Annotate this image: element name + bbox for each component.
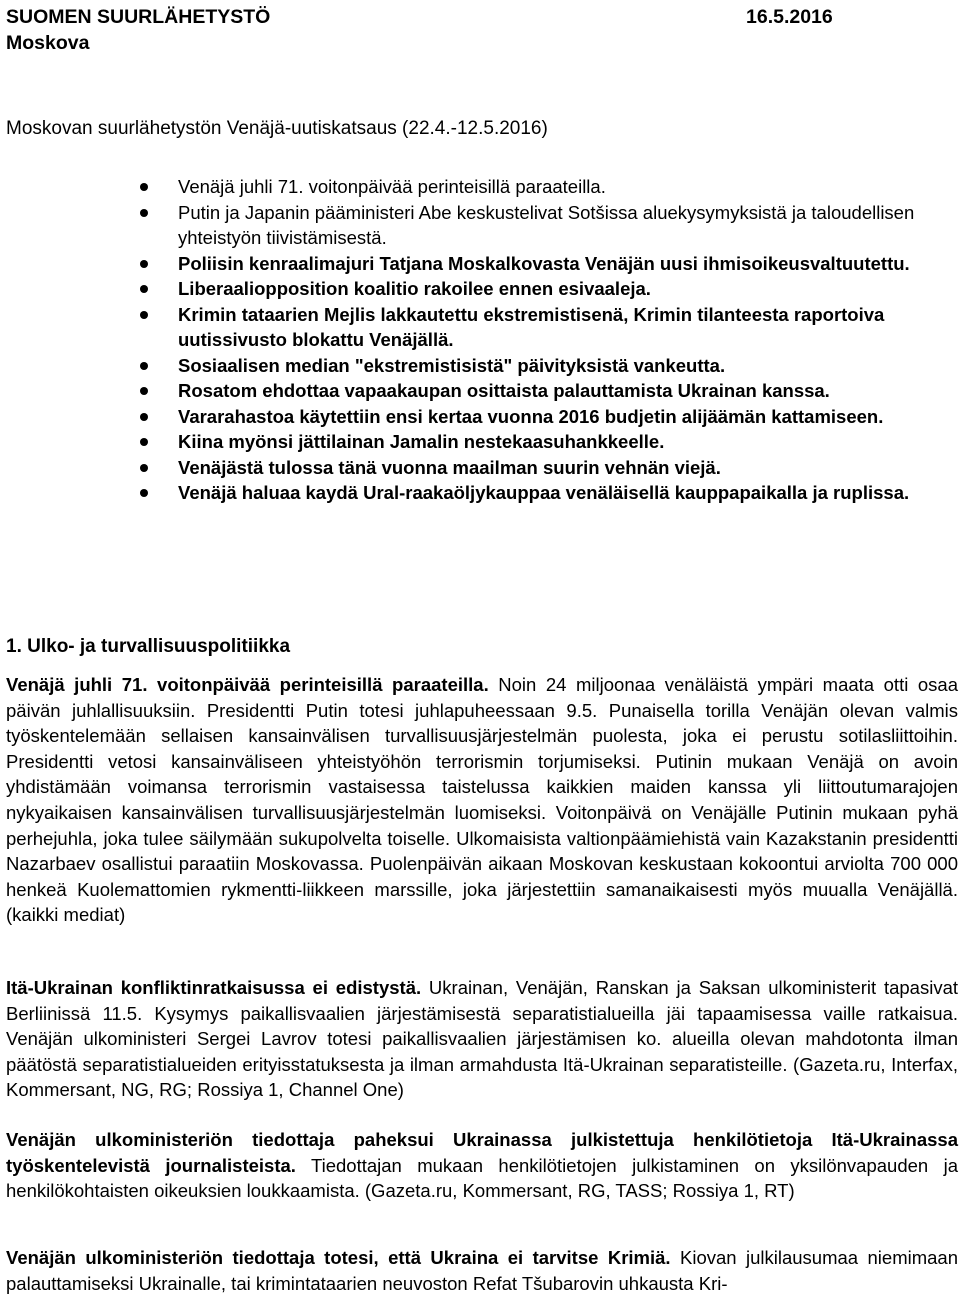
bullet-icon xyxy=(140,438,148,446)
paragraph-body: Noin 24 miljoonaa venäläistä ympäri maata otti osaa päivän juhlallisuuksiin. Presidentti Putin totesi juhlapuheessaan 9.5. Punaisella torilla Venäjän olevan valmis työskentelemään sellaisen kansainvälisen turvallisuusjärjestelmän puolesta, joka ei perustu sotilasliittoihin. Presidentti vetosi kansainväliseen yhteistyöhön terrorismin torjumiseksi. Putinin mukaan Venäjä on avoin yhdistämään voimansa terrorismin vastaisessa taistelussa kaikkien maiden kanssa yli liittoutumarajojen nykyaikaisen kansainvälisen turvallisuusjärjestelmän luomiseksi. Voitonpäivä on Venäjälle Putinin mukaan pyhä perhejuhla, joka tulee säilymään sukupolvelta toiselle. Ulkomaisista valtionpäämiehistä vain Kazakstanin presidentti Nazarbaev osallistui paraatiin Moskovassa. Puolenpäivän aikaan Moskovan keskustaan kokoontui arviolta 700 000 henkeä Kuolemattomien rykmentti-liikkeen marssille, joka järjestettiin samanaikaisesti myös muualla Venäjällä. (kaikki mediat) xyxy=(6,674,958,926)
bullet-icon xyxy=(140,489,148,497)
bullet-text: Liberaaliopposition koalitio rakoilee ennen esivaaleja. xyxy=(178,278,651,299)
paragraph-lead: Venäjän ulkoministeriön tiedottaja paheksui Ukrainassa julkistettuja henkilötietoja Itä-Ukrainassa työskentelevistä journalisteista. xyxy=(6,1129,958,1176)
list-item xyxy=(6,378,946,404)
document-title: Moskovan suurlähetystön Venäjä-uutiskatsaus (22.4.-12.5.2016) xyxy=(6,118,548,139)
list-item xyxy=(6,455,946,481)
list-item xyxy=(6,302,946,353)
bullet-text: Poliisin kenraalimajuri Tatjana Moskalkovasta Venäjän uusi ihmisoikeusvaltuutettu. xyxy=(178,252,910,274)
paragraph-journalists xyxy=(6,1127,958,1204)
bullet-icon xyxy=(140,362,148,370)
bullet-icon xyxy=(140,260,148,268)
list-item xyxy=(6,276,946,302)
list-item xyxy=(6,353,946,379)
paragraph-victory-day xyxy=(6,672,958,928)
paragraph-lead: Venäjä juhli 71. voitonpäivää perinteisillä paraateilla. xyxy=(6,674,489,695)
bullet-text: Krimin tataarien Mejlis lakkautettu ekstremistisenä, Krimin tilanteesta raportoiva uutissivusto blokattu Venäjällä. xyxy=(178,303,885,350)
list-item xyxy=(6,251,946,277)
bullet-icon xyxy=(140,209,148,217)
list-item xyxy=(6,174,946,200)
bullet-text: Sosiaalisen median "ekstremistisistä" päivityksistä vankeutta. xyxy=(178,354,726,376)
embassy-city: Moskova xyxy=(6,32,90,54)
embassy-name: SUOMEN SUURLÄHETYSTÖ xyxy=(6,6,271,28)
list-item xyxy=(6,429,946,455)
list-item xyxy=(6,200,946,251)
bullet-icon xyxy=(140,387,148,395)
bullet-text: Rosatom ehdottaa vapaakaupan osittaista palauttamista Ukrainan kanssa. xyxy=(178,380,830,401)
paragraph-lead: Itä-Ukrainan konfliktinratkaisussa ei edistystä. xyxy=(6,977,422,998)
bullet-text: Kiina myönsi jättilainan Jamalin nestekaasuhankkeelle. xyxy=(178,431,665,452)
document-date: 16.5.2016 xyxy=(746,6,833,28)
section-heading: 1. Ulko- ja turvallisuuspolitiikka xyxy=(6,636,291,657)
paragraph-body: Tiedottajan mukaan henkilötietojen julkistaminen on yksilönvapauden ja henkilökohtaisten oikeuksien loukkaamista. (Gazeta.ru, Kommersant, RG, TASS; Rossiya 1, RT) xyxy=(6,1154,958,1202)
bullet-icon xyxy=(140,413,148,421)
bullet-icon xyxy=(140,464,148,472)
list-item xyxy=(6,404,946,430)
bullet-text: Vararahastoa käytettiin ensi kertaa vuonna 2016 budjetin alijäämän kattamiseen. xyxy=(178,405,884,427)
bullet-text: Venäjä haluaa kaydä Ural-raakaöljykauppaa venäläisellä kauppapaikalla ja ruplissa. xyxy=(178,482,910,503)
list-item xyxy=(6,480,946,506)
paragraph-body: Kiovan julkilausumaa niemimaan palauttamiseksi Ukrainalle, tai krimintataarien neuvoston Refat Tšubarovin uhkausta Kri- xyxy=(6,1247,958,1294)
bullet-text: Putin ja Japanin pääministeri Abe keskustelivat Sotšissa aluekysymyksistä ja taloudellisen yhteistyön tiivistämisestä. xyxy=(178,201,915,248)
paragraph-body: Ukrainan, Venäjän, Ranskan ja Saksan ulkoministerit tapasivat Berliinissä 11.5. Kysymys paikallisvaalien järjestämisestä separatistialueilla jäi tapaamisessa vaille ratkaisua. Venäjän ulkoministeri Sergei Lavrov totesi paikallisvaalien järjestämisen ko. alueilla olevan mahdotonta ilman päätöstä separatistialueiden erityisstatuksesta ja ilman armahdusta Itä-Ukrainan separatisteille. (Gazeta.ru, Interfax, Kommersant, NG, RG; Rossiya 1, Channel One) xyxy=(6,977,958,1101)
bullet-icon xyxy=(140,285,148,293)
bullet-text: Venäjästä tulossa tänä vuonna maailman suurin vehnän viejä. xyxy=(178,456,721,478)
bullet-text: Venäjä juhli 71. voitonpäivää perinteisillä paraateilla. xyxy=(178,176,606,197)
paragraph-lead: Venäjän ulkoministeriön tiedottaja totesi, että Ukraina ei tarvitse Krimiä. xyxy=(6,1247,671,1268)
summary-bullet-list xyxy=(6,174,946,506)
paragraph-crimea xyxy=(6,1245,958,1296)
bullet-icon xyxy=(140,311,148,319)
paragraph-east-ukraine xyxy=(6,975,958,1103)
bullet-icon xyxy=(140,183,148,191)
